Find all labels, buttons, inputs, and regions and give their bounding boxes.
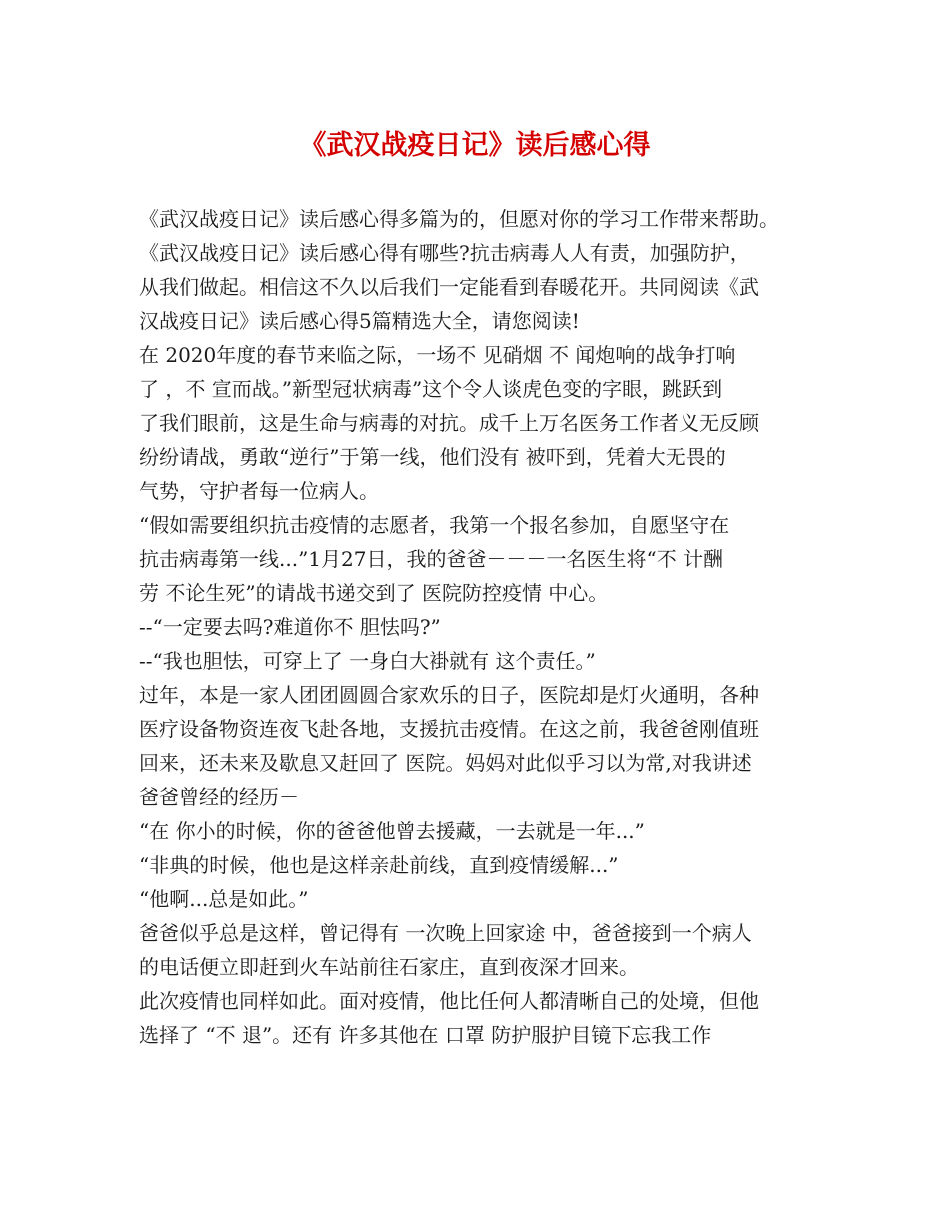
text-line: “非典的时候，他也是这样亲赴前线，直到疫情缓解...” <box>139 853 619 877</box>
text-line: 了 ，不 宣而战。”新型冠状病毒”这个令人谈虎色变的字眼，跳跃到 <box>139 377 723 401</box>
text-line: 《武汉战疫日记》读后感心得有哪些?抗击病毒人人有责，加强防护， <box>139 241 750 265</box>
document-body <box>139 202 839 1052</box>
text-line: 的电话便立即赶到火车站前往石家庄，直到夜深才回来。 <box>139 955 639 979</box>
text-line: --“我也胆怯，可穿上了 一身白大褂就有 这个责任。” <box>139 649 596 673</box>
text-line: “他啊...总是如此。” <box>139 887 309 911</box>
text-line: 爸爸曾经的经历－ <box>139 785 299 809</box>
text-line: 医疗设备物资连夜飞赴各地，支援抗击疫情。在这之前，我爸爸刚值班 <box>139 717 759 741</box>
text-line: 过年，本是一家人团团圆圆合家欢乐的日子，医院却是灯火通明，各种 <box>139 683 759 707</box>
text-line: --“一定要去吗?难道你不 胆怯吗?” <box>139 615 441 639</box>
text-line: “假如需要组织抗击疫情的志愿者，我第一个报名参加，自愿坚守在 <box>139 513 730 537</box>
text-line: “在 你小的时候，你的爸爸他曾去援藏，一去就是一年...” <box>139 819 645 843</box>
text-line: 爸爸似乎总是这样，曾记得有 一次晚上回家途 中，爸爸接到一个病人 <box>139 921 752 945</box>
text-line: 了我们眼前，这是生命与病毒的对抗。成千上万名医务工作者义无反顾 <box>139 411 759 435</box>
text-line: 选择了 “不 退”。还有 许多其他在 口罩 防护服护目镜下忘我工作 <box>139 1023 712 1047</box>
text-line: 纷纷请战，勇敢“逆行”于第一线，他们没有 被吓到，凭着大无畏的 <box>139 445 726 469</box>
text-line: 在 2020年度的春节来临之际，一场不 见硝烟 不 闻炮响的战争打响 <box>139 343 736 367</box>
text-line: 此次疫情也同样如此。面对疫情，他比任何人都清晰自己的处境，但他 <box>139 989 759 1013</box>
text-line: 劳 不论生死”的请战书递交到了 医院防控疫情 中心。 <box>139 581 609 605</box>
text-line: 气势，守护者每一位病人。 <box>139 479 379 503</box>
text-line: 抗击病毒第一线...”1月27日，我的爸爸－－－一名医生将“不 计酬 <box>139 547 724 571</box>
text-line: 回来，还未来及歇息又赶回了 医院。妈妈对此似乎习以为常,对我讲述 <box>139 751 752 775</box>
text-line: 《武汉战疫日记》读后感心得多篇为的，但愿对你的学习工作带来帮助。 <box>139 207 779 231</box>
text-line: 汉战疫日记》读后感心得5篇精选大全，请您阅读! <box>139 309 580 333</box>
document-title: 《武汉战疫日记》读后感心得 <box>299 130 651 161</box>
text-line: 从我们做起。相信这不久以后我们一定能看到春暖花开。共同阅读《武 <box>139 275 759 299</box>
